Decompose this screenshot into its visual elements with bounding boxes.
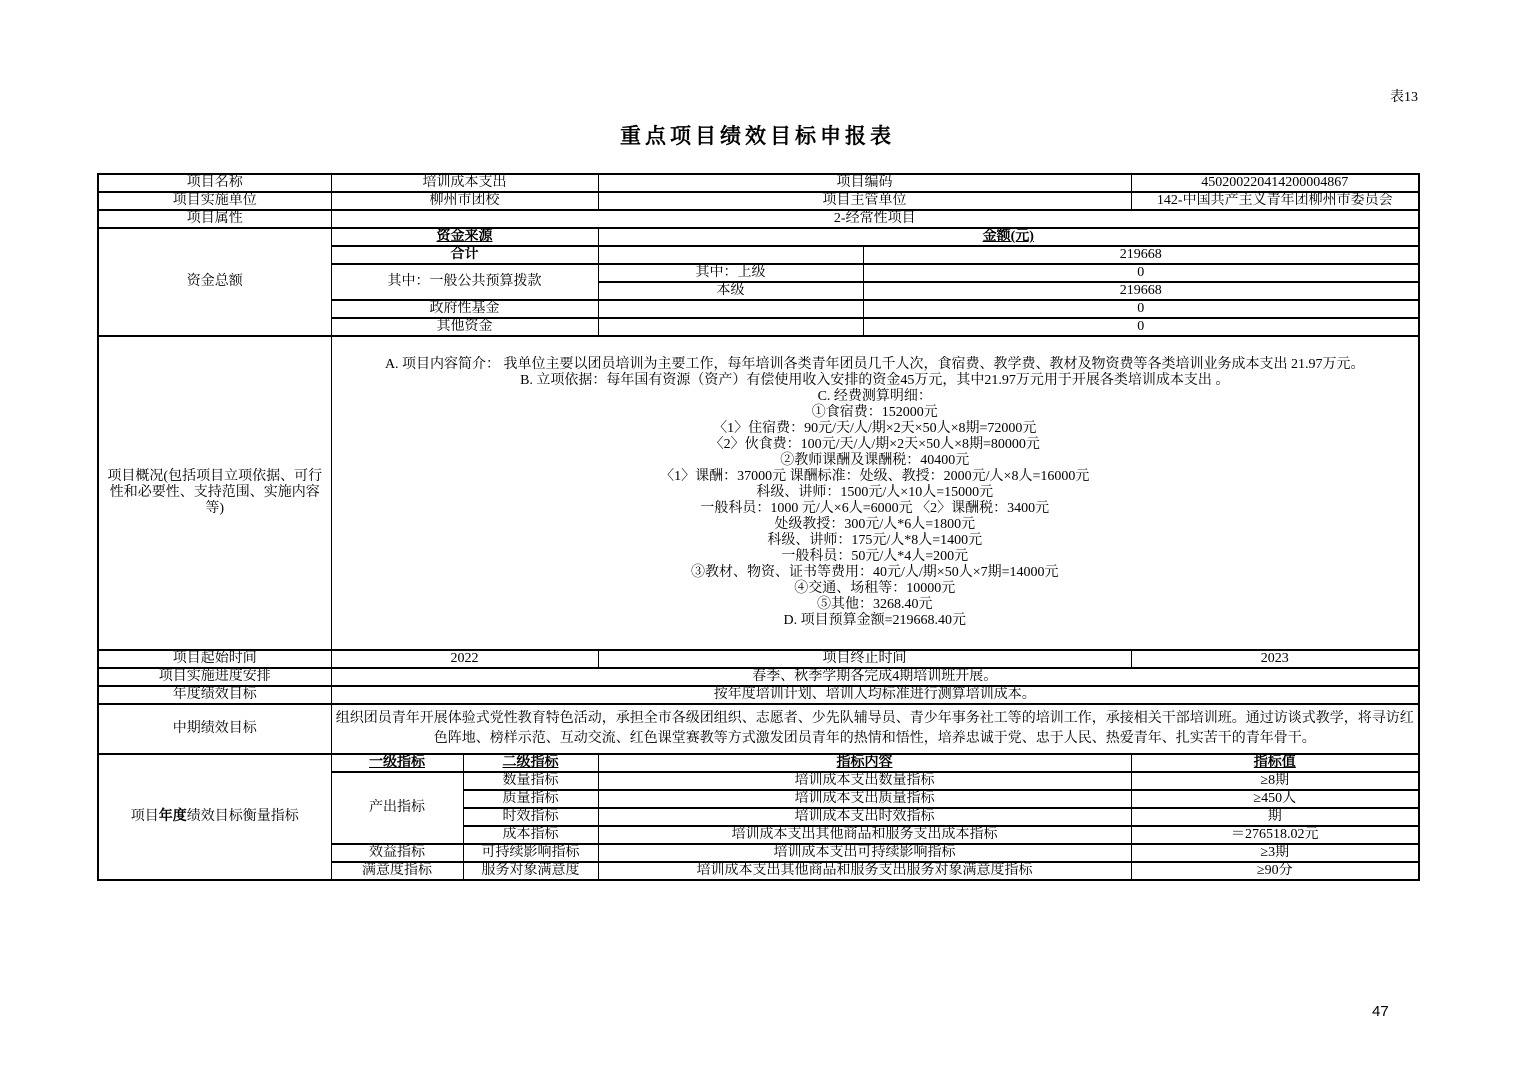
indicator-value: 期 bbox=[1131, 808, 1419, 826]
authority-label: 项目主管单位 bbox=[598, 192, 1131, 210]
indicator-header-content: 指标内容 bbox=[598, 754, 1131, 772]
overview-line: 处级教授：300元/人*6人=1800元 bbox=[774, 517, 976, 532]
overview-line: 科级、讲师：1500元/人×10人=15000元 bbox=[756, 485, 994, 500]
authority-value: 142-中国共产主义青年团柳州市委员会 bbox=[1131, 192, 1419, 210]
overview-line: ②教师课酬及课酬税：40400元 bbox=[780, 453, 970, 468]
empty-cell bbox=[598, 300, 863, 318]
overview-line: 〈1〉住宿费：90元/天/人/期×2天×50人×8期=72000元 bbox=[713, 421, 1037, 436]
indicator-level1-benefit: 效益指标 bbox=[331, 844, 463, 862]
indicator-level1-output: 产出指标 bbox=[331, 772, 463, 844]
table-row bbox=[98, 174, 1419, 192]
page-number: 47 bbox=[1372, 1003, 1389, 1020]
table-row bbox=[98, 650, 1419, 668]
indicator-level2: 成本指标 bbox=[463, 826, 598, 844]
indicator-content: 培训成本支出数量指标 bbox=[598, 772, 1131, 790]
funds-other-label: 其他资金 bbox=[331, 318, 598, 336]
indicator-value: ≥450人 bbox=[1131, 790, 1419, 808]
indicator-header-value: 指标值 bbox=[1131, 754, 1419, 772]
start-time-label: 项目起始时间 bbox=[98, 650, 331, 668]
overview-line: 一般科员：50元/人*4人=200元 bbox=[781, 549, 969, 564]
indicator-value: ≥8期 bbox=[1131, 772, 1419, 790]
funds-total-label: 资金总额 bbox=[98, 228, 331, 336]
table-row bbox=[98, 336, 1419, 650]
overview-line: ③教材、物资、证书等费用：40元/人/期×50人×7期=14000元 bbox=[691, 565, 1059, 580]
mid-term-label: 中期绩效目标 bbox=[98, 704, 331, 754]
funds-gov-value: 0 bbox=[863, 300, 1419, 318]
progress-value: 春季、秋季学期各完成4期培训班开展。 bbox=[331, 668, 1419, 686]
indicator-header-level1: 一级指标 bbox=[331, 754, 463, 772]
indicator-value: ≥3期 bbox=[1131, 844, 1419, 862]
overview-line: ④交通、场租等：10000元 bbox=[794, 581, 956, 596]
implementing-unit-value: 柳州市团校 bbox=[331, 192, 598, 210]
annual-target-value: 按年度培训计划、培训人均标准进行测算培训成本。 bbox=[331, 686, 1419, 704]
table-row bbox=[98, 704, 1419, 754]
start-time-value: 2022 bbox=[331, 650, 598, 668]
overview-line: ①食宿费：152000元 bbox=[811, 405, 938, 420]
overview-line: 科级、讲师：175元/人*8人=1400元 bbox=[767, 533, 983, 548]
funds-amount-header: 金额(元) bbox=[598, 228, 1419, 246]
overview-line: D. 项目预算金额=219668.40元 bbox=[783, 613, 966, 628]
indicator-level1-satisfaction: 满意度指标 bbox=[331, 862, 463, 880]
funds-gov-label: 政府性基金 bbox=[331, 300, 598, 318]
overview-line: 一般科员：1000 元/人×6人=6000元 〈2〉课酬税：3400元 bbox=[700, 501, 1050, 516]
funds-budget-label: 其中：一般公共预算拨款 bbox=[331, 264, 598, 300]
indicators-label: 项目年度绩效目标衡量指标 bbox=[98, 754, 331, 880]
table-row bbox=[98, 192, 1419, 210]
indicator-header-level2: 二级指标 bbox=[463, 754, 598, 772]
indicator-value: ≥90分 bbox=[1131, 862, 1419, 880]
indicator-level2: 可持续影响指标 bbox=[463, 844, 598, 862]
indicator-value: ＝276518.02元 bbox=[1131, 826, 1419, 844]
table-tag: 表13 bbox=[1390, 90, 1418, 105]
funds-upper-label: 其中：上级 bbox=[598, 264, 863, 282]
overview-label: 项目概况(包括项目立项依据、可行性和必要性、支持范围、实施内容等) bbox=[98, 336, 331, 650]
table-row bbox=[98, 228, 1419, 246]
empty-cell bbox=[598, 318, 863, 336]
progress-label: 项目实施进度安排 bbox=[98, 668, 331, 686]
annual-target-label: 年度绩效目标 bbox=[98, 686, 331, 704]
indicator-content: 培训成本支出可持续影响指标 bbox=[598, 844, 1131, 862]
indicator-level2: 时效指标 bbox=[463, 808, 598, 826]
funds-other-value: 0 bbox=[863, 318, 1419, 336]
funds-sum-value: 219668 bbox=[863, 246, 1419, 264]
empty-cell bbox=[598, 246, 863, 264]
indicator-content: 培训成本支出其他商品和服务支出成本指标 bbox=[598, 826, 1131, 844]
table-row bbox=[98, 754, 1419, 772]
table-row bbox=[98, 686, 1419, 704]
indicator-content: 培训成本支出质量指标 bbox=[598, 790, 1131, 808]
funds-source-header: 资金来源 bbox=[331, 228, 598, 246]
indicator-level2: 服务对象满意度 bbox=[463, 862, 598, 880]
implementing-unit-label: 项目实施单位 bbox=[98, 192, 331, 210]
overview-content bbox=[331, 336, 1419, 650]
document-sheet bbox=[97, 0, 1418, 881]
attribute-value: 2-经常性项目 bbox=[331, 210, 1419, 228]
indicator-content: 培训成本支出其他商品和服务支出服务对象满意度指标 bbox=[598, 862, 1131, 880]
funds-current-label: 本级 bbox=[598, 282, 863, 300]
table-row bbox=[98, 210, 1419, 228]
project-code-value: 450200220414200004867 bbox=[1131, 174, 1419, 192]
project-name-label: 项目名称 bbox=[98, 174, 331, 192]
project-code-label: 项目编码 bbox=[598, 174, 1131, 192]
overview-line: ⑤其他：3268.40元 bbox=[817, 597, 933, 612]
project-name-value: 培训成本支出 bbox=[331, 174, 598, 192]
indicator-content: 培训成本支出时效指标 bbox=[598, 808, 1131, 826]
attribute-label: 项目属性 bbox=[98, 210, 331, 228]
overview-line: 〈1〉课酬：37000元 课酬标准：处级、教授：2000元/人×8人=16000元 bbox=[660, 469, 1090, 484]
indicator-level2: 质量指标 bbox=[463, 790, 598, 808]
overview-line: C. 经费测算明细： bbox=[817, 389, 932, 404]
overview-line: 〈2〉伙食费：100元/天/人/期×2天×50人×8期=80000元 bbox=[709, 437, 1040, 452]
funds-current-value: 219668 bbox=[863, 282, 1419, 300]
end-time-label: 项目终止时间 bbox=[598, 650, 1131, 668]
end-time-value: 2023 bbox=[1131, 650, 1419, 668]
page-title: 重点项目绩效目标申报表 bbox=[620, 124, 895, 148]
mid-term-value: 组织团员青年开展体验式党性教育特色活动，承担全市各级团组织、志愿者、少先队辅导员、青少年事务社工等的培训工作，承接相关干部培训班。通过访谈式教学，将寻访红色阵地、榜样示范、互动交流、红色课堂赛教等方式激发团员青年的热情和悟性，培养忠诚于党、忠于人民、热爱青年、扎实苦干的青年骨干。 bbox=[331, 704, 1419, 754]
overview-line: B. 立项依据：每年国有资源（资产）有偿使用收入安排的资金45万元，其中21.97万元用于开展各类培训成本支出 。 bbox=[520, 373, 1230, 388]
funds-sum-label: 合计 bbox=[331, 246, 598, 264]
funds-upper-value: 0 bbox=[863, 264, 1419, 282]
overview-line: A. 项目内容简介： 我单位主要以团员培训为主要工作，每年培训各类青年团员几千人次，食宿费、教学费、教材及物资费等各类培训业务成本支出 21.97万元。 bbox=[384, 357, 1365, 372]
table-row bbox=[98, 668, 1419, 686]
indicator-level2: 数量指标 bbox=[463, 772, 598, 790]
declaration-table bbox=[97, 173, 1420, 881]
